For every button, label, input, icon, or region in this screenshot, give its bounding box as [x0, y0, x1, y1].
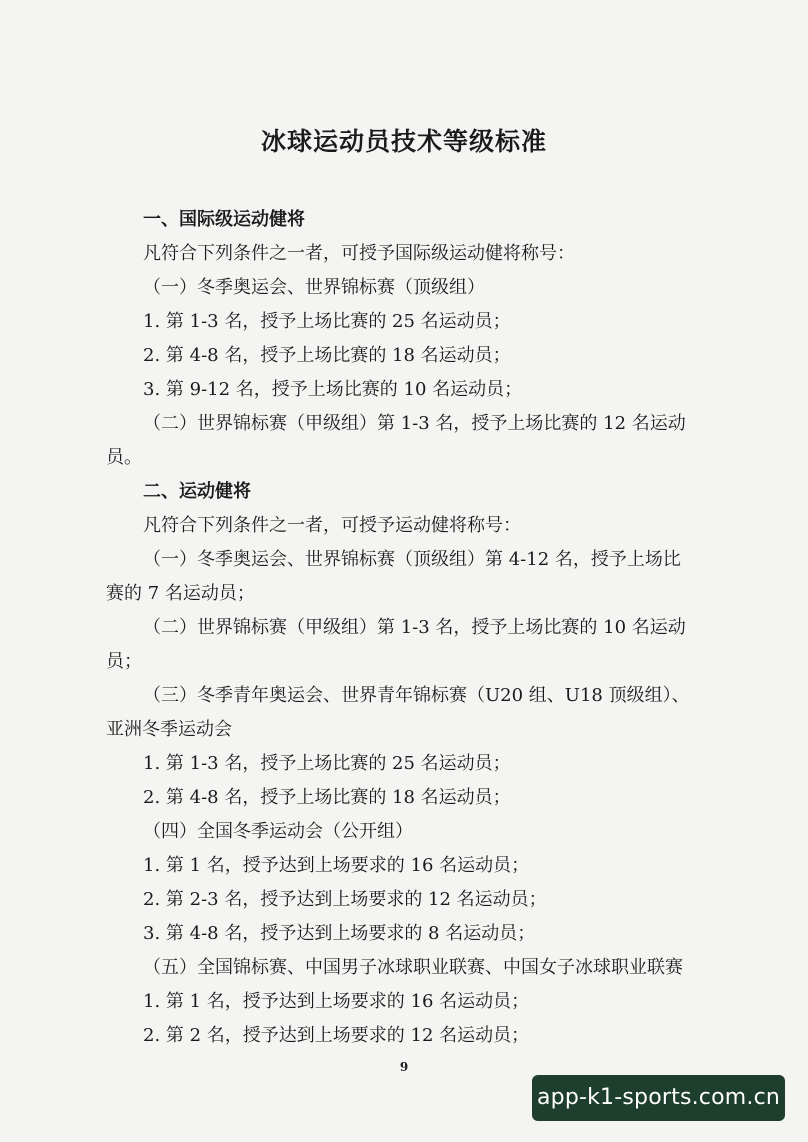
paragraph-line: 凡符合下列条件之一者，可授予运动健将称号： [143, 515, 521, 536]
paragraph-line: （一）冬季奥运会、世界锦标赛（顶级组）第 4-12 名，授予上场比 [143, 549, 681, 570]
paragraph-line: 3. 第 9-12 名，授予上场比赛的 10 名运动员； [143, 379, 523, 400]
paragraph-line: 2. 第 2 名，授予达到上场要求的 12 名运动员； [143, 1025, 530, 1046]
page-number: 9 [399, 1060, 409, 1074]
paragraph-line: 2. 第 4-8 名，授予上场比赛的 18 名运动员； [143, 345, 511, 366]
paragraph-line: 1. 第 1-3 名，授予上场比赛的 25 名运动员； [143, 753, 511, 774]
paragraph-line: 亚洲冬季运动会 [106, 719, 232, 740]
paragraph-line: 1. 第 1 名，授予达到上场要求的 16 名运动员； [143, 855, 530, 876]
paragraph-line: 员。 [106, 447, 142, 468]
paragraph-line: （二）世界锦标赛（甲级组）第 1-3 名，授予上场比赛的 12 名运动 [143, 413, 686, 434]
paragraph-line: 1. 第 1-3 名，授予上场比赛的 25 名运动员； [143, 311, 511, 332]
paragraph-line: 赛的 7 名运动员； [106, 583, 255, 604]
paragraph-line: 3. 第 4-8 名，授予达到上场要求的 8 名运动员； [143, 923, 536, 944]
paragraph-line: 1. 第 1 名，授予达到上场要求的 16 名运动员； [143, 991, 530, 1012]
watermark-badge: app-k1-sports.com.cn [532, 1075, 785, 1121]
paragraph-line: （二）世界锦标赛（甲级组）第 1-3 名，授予上场比赛的 10 名运动 [143, 617, 686, 638]
paragraph-line: （四）全国冬季运动会（公开组） [143, 821, 413, 842]
paragraph-line: （一）冬季奥运会、世界锦标赛（顶级组） [143, 277, 485, 298]
paragraph-line: 凡符合下列条件之一者，可授予国际级运动健将称号： [143, 243, 575, 264]
section-heading-master: 二、运动健将 [143, 481, 251, 502]
paragraph-line: （五）全国锦标赛、中国男子冰球职业联赛、中国女子冰球职业联赛 [143, 957, 683, 978]
document-title: 冰球运动员技术等级标准 [260, 127, 547, 156]
section-heading-international-master: 一、国际级运动健将 [143, 209, 305, 230]
paragraph-line: 员； [106, 651, 142, 672]
paragraph-line: （三）冬季青年奥运会、世界青年锦标赛（U20 组、U18 顶级组）、 [143, 685, 690, 706]
paragraph-line: 2. 第 2-3 名，授予达到上场要求的 12 名运动员； [143, 889, 547, 910]
paragraph-line: 2. 第 4-8 名，授予上场比赛的 18 名运动员； [143, 787, 511, 808]
